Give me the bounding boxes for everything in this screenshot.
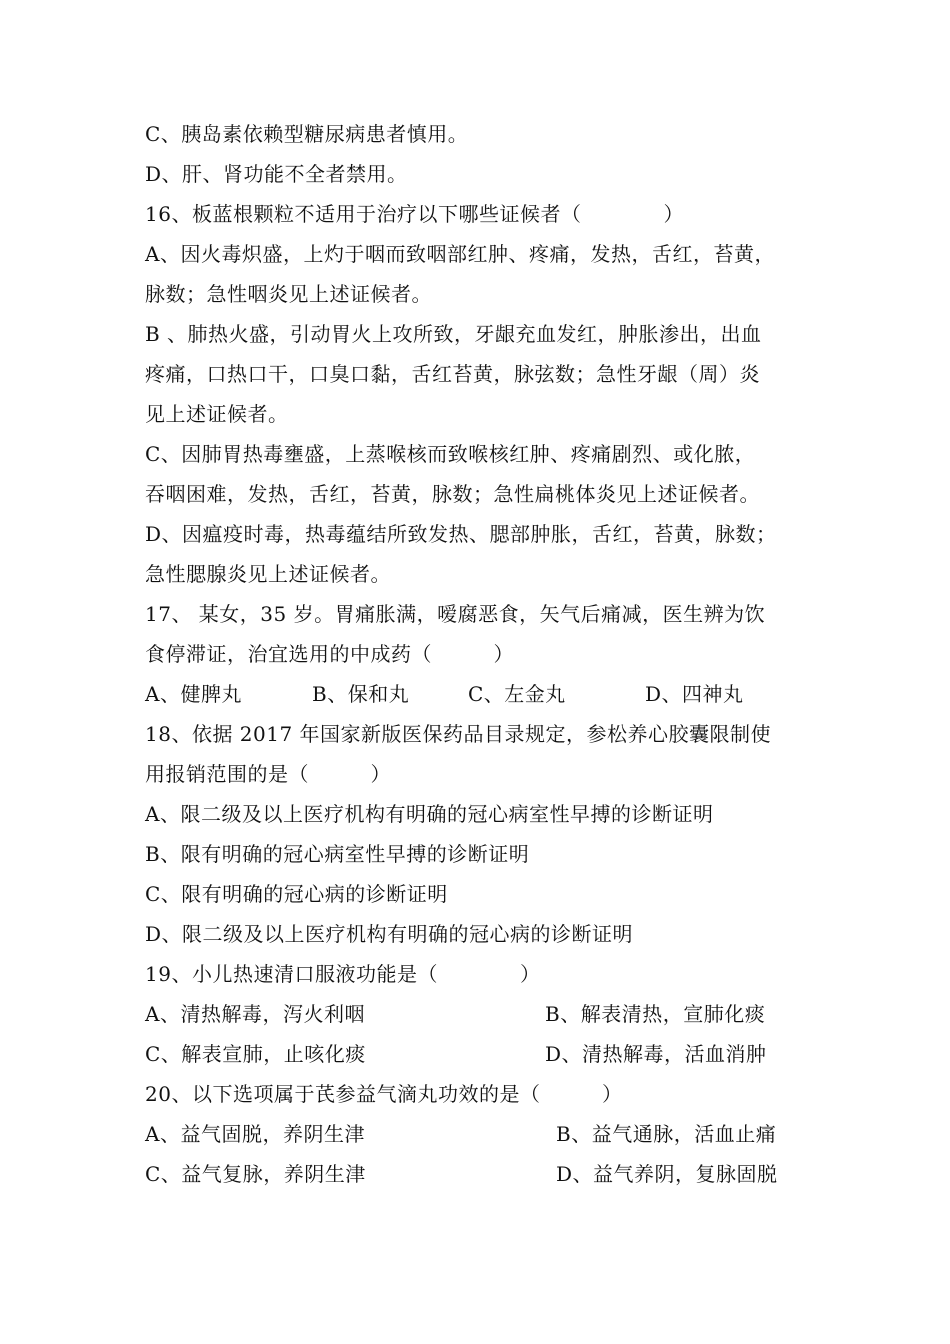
q20-option-d: D、益气养阴，复脉固脱 <box>556 1162 778 1186</box>
q17-option-a: A、健脾丸 <box>145 682 242 706</box>
q19-option-b: B、解表清热，宣肺化痰 <box>545 1002 766 1026</box>
q15-option-c: C、胰岛素依赖型糖尿病患者慎用。 <box>145 122 469 146</box>
q17-option-c: C、左金丸 <box>468 682 566 706</box>
q19-option-a: A、清热解毒，泻火利咽 <box>145 1002 365 1026</box>
q18-option-d: D、限二级及以上医疗机构有明确的冠心病的诊断证明 <box>145 922 634 946</box>
q20-option-b: B、益气通脉，活血止痛 <box>556 1122 777 1146</box>
q16-option-b-line3: 见上述证候者。 <box>145 402 289 426</box>
q17-stem-line1: 17、 某女，35 岁。胃痛胀满，嗳腐恶食，矢气后痛减，医生辨为饮 <box>145 602 766 626</box>
q16-option-b-line2: 疼痛，口热口干，口臭口黏，舌红苔黄，脉弦数；急性牙龈（周）炎 <box>145 362 760 386</box>
q16-stem: 16、板蓝根颗粒不适用于治疗以下哪些证候者（ ） <box>145 202 684 226</box>
q18-option-c: C、限有明确的冠心病的诊断证明 <box>145 882 448 906</box>
q19-option-c: C、解表宣肺，止咳化痰 <box>145 1042 366 1066</box>
q18-option-b: B、限有明确的冠心病室性早搏的诊断证明 <box>145 842 530 866</box>
q16-option-d-line1: D、因瘟疫时毒，热毒蕴结所致发热、腮部肿胀，舌红，苔黄，脉数； <box>145 522 777 546</box>
q17-stem-line2: 食停滞证，治宜选用的中成药（ ） <box>145 642 514 666</box>
q16-option-d-line2: 急性腮腺炎见上述证候者。 <box>145 562 391 586</box>
q17-option-d: D、四神丸 <box>645 682 744 706</box>
q16-option-a-line2: 脉数；急性咽炎见上述证候者。 <box>145 282 432 306</box>
q16-option-c-line2: 吞咽困难，发热，舌红，苔黄，脉数；急性扁桃体炎见上述证候者。 <box>145 482 760 506</box>
q16-option-c-line1: C、因肺胃热毒壅盛，上蒸喉核而致喉核红肿、疼痛剧烈、或化脓， <box>145 442 756 466</box>
q18-stem-line2: 用报销范围的是（ ） <box>145 762 391 786</box>
q20-option-c: C、益气复脉，养阴生津 <box>145 1162 366 1186</box>
q17-option-b: B、保和丸 <box>312 682 410 706</box>
q18-stem-line1: 18、依据 2017 年国家新版医保药品目录规定，参松养心胶囊限制使 <box>145 722 772 746</box>
q16-option-b-line1: B 、肺热火盛，引动胃火上攻所致，牙龈充血发红，肿胀渗出，出血 <box>145 322 762 346</box>
q19-stem: 19、小儿热速清口服液功能是（ ） <box>145 962 541 986</box>
q15-option-d: D、肝、肾功能不全者禁用。 <box>145 162 408 186</box>
q20-option-a: A、益气固脱，养阴生津 <box>145 1122 365 1146</box>
q20-stem: 20、以下选项属于芪参益气滴丸功效的是（ ） <box>145 1082 623 1106</box>
q19-option-d: D、清热解毒，活血消肿 <box>545 1042 767 1066</box>
q16-option-a-line1: A、因火毒炽盛，上灼于咽而致咽部红肿、疼痛，发热，舌红，苔黄， <box>145 242 775 266</box>
q18-option-a: A、限二级及以上医疗机构有明确的冠心病室性早搏的诊断证明 <box>145 802 714 826</box>
